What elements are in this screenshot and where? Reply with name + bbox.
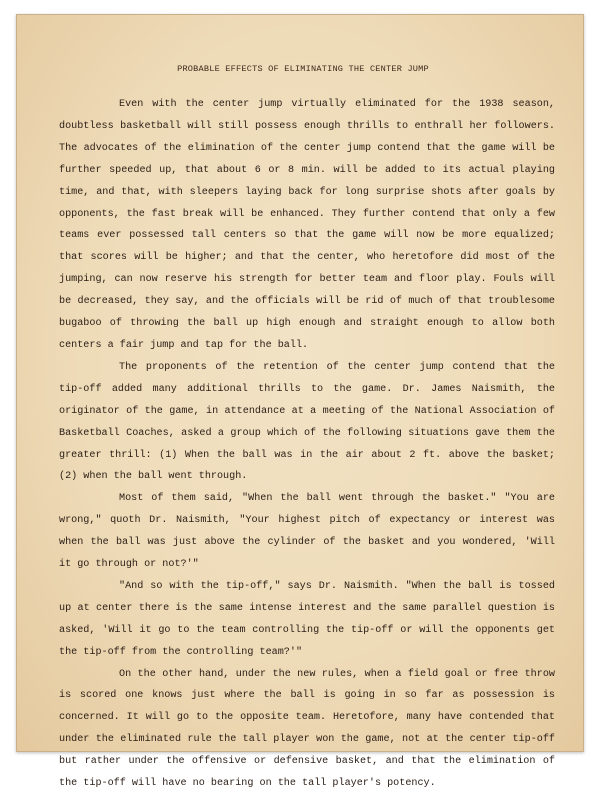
paragraph-5: On the other hand, under the new rules, when a field goal or free throw is scored one knows just where the ball is going in so far as possession is concerned. It will go to the opposite team. Heretofore, many have contended that under the eliminated rule the tall player won the game, not at the center tip-off but rather under the offensive or defensive basket, and that the elimination of the tip-off will have no bearing on the tall player's potency. xyxy=(59,668,555,790)
document-body xyxy=(59,94,555,795)
paragraph-1: Even with the center jump virtually eliminated for the 1938 season, doubtless basketball will still possess enough thrills to enthrall her followers. The advocates of the elimination of the center jump contend that the game will be further speeded up, that about 6 or 8 min. will be added to its actual playing time, and that, with sleepers laying back for long surprise shots after goals by opponents, the fast break will be enhanced. They further contend that only a few teams ever possessed tall centers so that the game will now be more equalized; that scores will be higher; and that the center, who heretofore did most of the jumping, can now reserve his strength for better team and floor play. Fouls will be decreased, they say, and the officials will be rid of much of that troublesome bugaboo of throwing the ball up high enough and straight enough to allow both centers a fair jump and tap for the ball. xyxy=(59,99,555,351)
paragraph-2: The proponents of the retention of the center jump contend that the tip-off added many additional thrills to the game. Dr. James Naismith, the originator of the game, in attendance at a meeting of the National Association of Basketball Coaches, asked a group which of the following situations gave them the greater thrill: (1) When the ball was in the air about 2 ft. above the basket; (2) when the ball went through. xyxy=(59,361,555,483)
document-title: PROBABLE EFFECTS OF ELIMINATING THE CENTER JUMP xyxy=(177,64,429,74)
typewritten-page xyxy=(16,14,584,790)
paragraph-3: Most of them said, "When the ball went through the basket." "You are wrong," quoth Dr. Naismith, "Your highest pitch of expectancy or interest was when the ball was just above the cylinder of the basket and you wondered, 'Will it go through or not?'" xyxy=(59,493,555,571)
paragraph-4: "And so with the tip-off," says Dr. Naismith. "When the ball is tossed up at center there is the same intense interest and the same parallel question is asked, 'Will it go to the team controlling the tip-off or will the opponents get the tip-off from the controlling team?'" xyxy=(59,580,555,658)
